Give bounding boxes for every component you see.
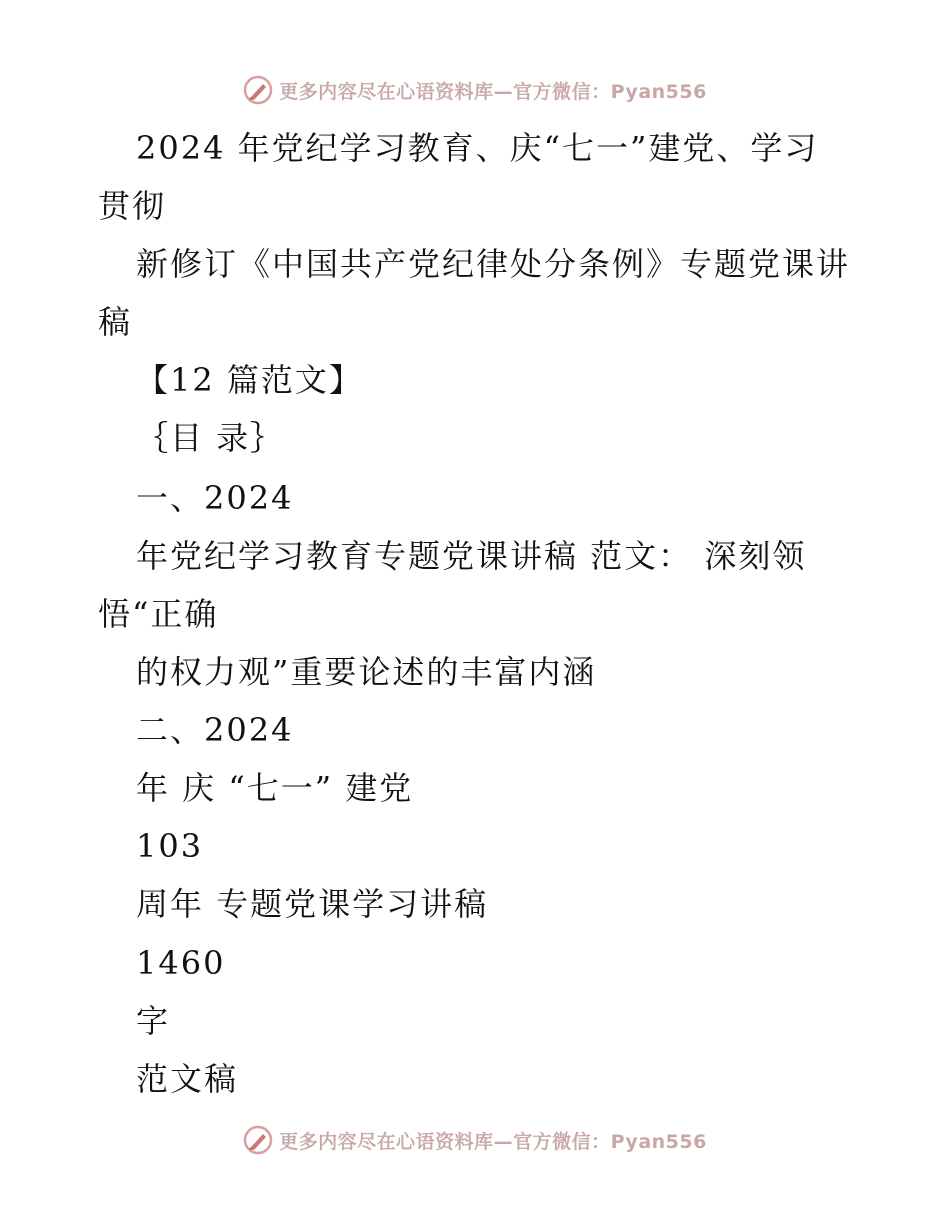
toc-item-1-line-1: 年党纪学习教育专题党课讲稿 范文： 深刻领: [136, 537, 807, 575]
header-watermark-banner: [0, 70, 950, 110]
watermark-text: 更多内容尽在心语资料库—官方微信：Pyan556: [279, 1130, 707, 1153]
pen-logo-icon: [243, 1125, 273, 1155]
toc-item-1-line-3: 的权力观”重要论述的丰富内涵: [136, 653, 597, 691]
toc-item-1-line-2: 悟“正确: [98, 595, 219, 633]
toc-item-1-number: 一、2024: [136, 479, 294, 517]
footer-watermark-banner: [0, 1120, 950, 1160]
pen-logo-icon: [243, 75, 273, 105]
toc-item-2-line-6: 范文稿: [136, 1060, 239, 1098]
toc-item-2-line-5: 字: [136, 1002, 171, 1040]
toc-item-2-line-4: 1460: [136, 944, 226, 982]
title-line-4: 稿: [98, 303, 133, 341]
toc-item-2-number: 二、2024: [136, 711, 294, 749]
toc-item-2-line-1: 年 庆 “七一” 建党: [136, 769, 414, 807]
watermark-text: 更多内容尽在心语资料库—官方微信：Pyan556: [279, 80, 707, 103]
title-line-1: 2024 年党纪学习教育、庆“七一”建党、学习: [136, 129, 819, 167]
title-line-3: 新修订《中国共产党纪律处分条例》专题党课讲: [136, 245, 851, 283]
toc-heading: ｛目 录｝: [136, 419, 285, 457]
toc-item-2-line-2: 103: [136, 827, 204, 865]
toc-item-2-line-3: 周年 专题党课学习讲稿: [136, 885, 489, 923]
count-label: 【12 篇范文】: [136, 361, 363, 399]
title-line-2: 贯彻: [98, 187, 167, 225]
